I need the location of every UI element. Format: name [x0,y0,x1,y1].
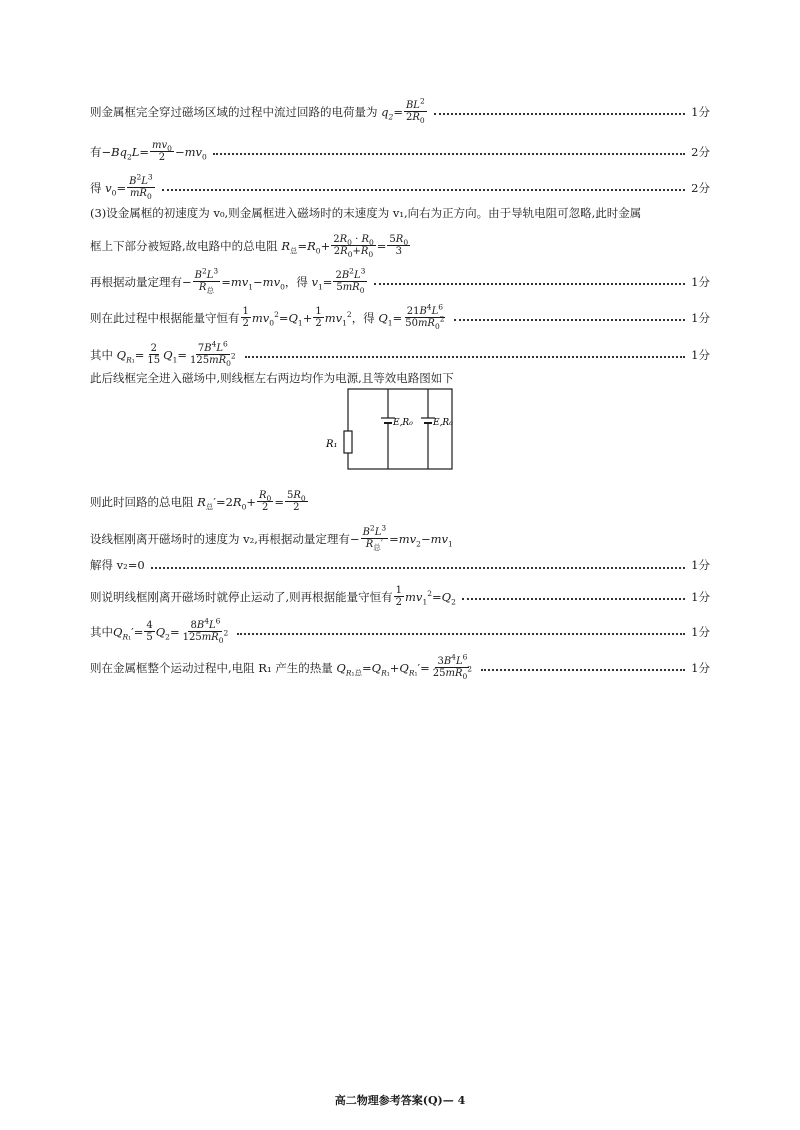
line-text: (3)设金属框的初速度为 v₀,则金属框进入磁场时的末速度为 v₁,向右为正方向。由于导轨电阻可忽略,此时金属 [90,206,642,220]
answer-line-7: 则在此过程中根据能量守恒有 $\frac{1}{2}$ $mv_0^2=Q_1+$ $\frac{1}{2}$ $mv_1^2$，得 $Q_1=$ $\frac{21B^4L^6}{50mR_0^2}$ 1分 [90,302,710,331]
leader-dots [245,355,686,358]
line-text: 则金属框完全穿过磁场区域的过程中流过回路的电荷量为 [90,104,378,119]
answer-line-4 [90,205,710,221]
answer-line-15: 则在金属框整个运动过程中,电阻 R₁ 产生的热量 $Q_{R_1总}=Q_{R_1}+Q_{R_1}'=$ $\frac{3B^4L^6}{25mR_0^2}$ 1分 [90,652,710,681]
r1-label: R₁ [326,439,338,450]
leader-dots [481,668,685,671]
score-label: 1分 [691,310,710,325]
line-text: 则说明线框刚离开磁场时就停止运动了,则再根据能量守恒有 [90,589,393,604]
line-text: 再根据动量定理有 [90,274,182,289]
score-label: 1分 [691,558,710,572]
answer-line-8: 其中 $Q_{R_1}=$ $\frac{2}{15}$ $Q_1=$ $\frac{7B^4L^6}{125mR_0^2}$ 1分 [90,339,710,368]
page-footer: 高二物理参考答案(Q)— 4 [334,1094,466,1107]
score-label: 1分 [691,660,710,675]
score-label: 1分 [691,589,710,604]
score-label: 1分 [691,624,710,639]
line-text: 则在金属框整个运动过程中,电阻 R₁ 产生的热量 [90,660,333,675]
score-label: 2分 [691,144,710,159]
line-text: 框上下部分被短路,故电路中的总电阻 [90,238,278,253]
line-text: 其中 [90,347,113,362]
score-label: 1分 [691,347,710,362]
leader-dots [162,188,686,191]
leader-dots [462,597,685,600]
line-text: 得 [90,180,102,195]
circuit-outer-loop [348,389,452,469]
answer-line-11: 设线框刚离开磁场时的速度为 v₂,再根据动量定理有 − $\frac{B^2L^3}{R_总'}$ $=mv_2-mv_1$ [90,523,453,552]
line-text: 解得 v₂=0 [90,558,145,572]
score-label: 1分 [691,104,710,119]
line-text: 设线框刚离开磁场时的速度为 v₂,再根据动量定理有 [90,531,350,546]
answer-line-9 [90,370,710,386]
equivalent-circuit-diagram [320,385,480,475]
score-label: 2分 [691,180,710,195]
answer-line-12 [90,557,710,573]
leader-dots [454,318,686,321]
answer-line-5: 框上下部分被短路,故电路中的总电阻 $R_总=R_0+$ $\frac{2R_0 \cdot R_0}{2R_0+R_0}$ = $\frac{5R_0}{3}$ [90,234,409,259]
leader-dots [237,632,685,635]
line-text: 则此时回路的总电阻 [90,494,194,509]
answer-line-1: 则金属框完全穿过磁场区域的过程中流过回路的电荷量为 $q_2=$ $\frac{BL^2}{2R_0}$ 1分 [90,96,710,125]
answer-line-13: 则说明线框刚离开磁场时就停止运动了,则再根据能量守恒有 $\frac{1}{2}$ $mv_1^2=Q_2$ 1分 [90,585,710,608]
leader-dots [151,566,685,569]
leader-dots [213,152,685,155]
source-1-label: E,R₀ [393,418,413,428]
source-2-label: E,R₀ [433,418,453,428]
score-label: 1分 [691,274,710,289]
answer-line-2: 有 $-Bq_2L=$ $\frac{mv_0}{2}$ $-mv_0$ 2分 [90,140,710,163]
leader-dots [374,282,685,285]
resistor-r1 [344,431,352,453]
line-text: 此后线框完全进入磁场中,则线框左右两边均作为电源,且等效电路图如下 [90,371,454,385]
answer-line-3: 得 $v_0=$ $\frac{B^2L^3}{mR_0}$ 2分 [90,172,710,201]
line-text: 其中 [90,624,113,639]
line-text: 有 [90,144,102,159]
line-text: 则在此过程中根据能量守恒有 [90,310,240,325]
answer-line-6: 再根据动量定理有 − $\frac{B^2L^3}{R_总}$ $=mv_1-mv_0$，得 $v_1=$ $\frac{2B^2L^3}{5mR_0}$ 1分 [90,266,710,295]
answer-line-10: 则此时回路的总电阻 $R_总'=2R_0+$ $\frac{R_0}{2}$ = $\frac{5R_0}{2}$ [90,490,306,513]
answer-line-14: 其中 $Q_{R_1}'=$ $\frac{4}{5}$ $Q_2=$ $\frac{8B^4L^6}{125mR_0^2}$ 1分 [90,616,710,645]
leader-dots [434,112,685,115]
